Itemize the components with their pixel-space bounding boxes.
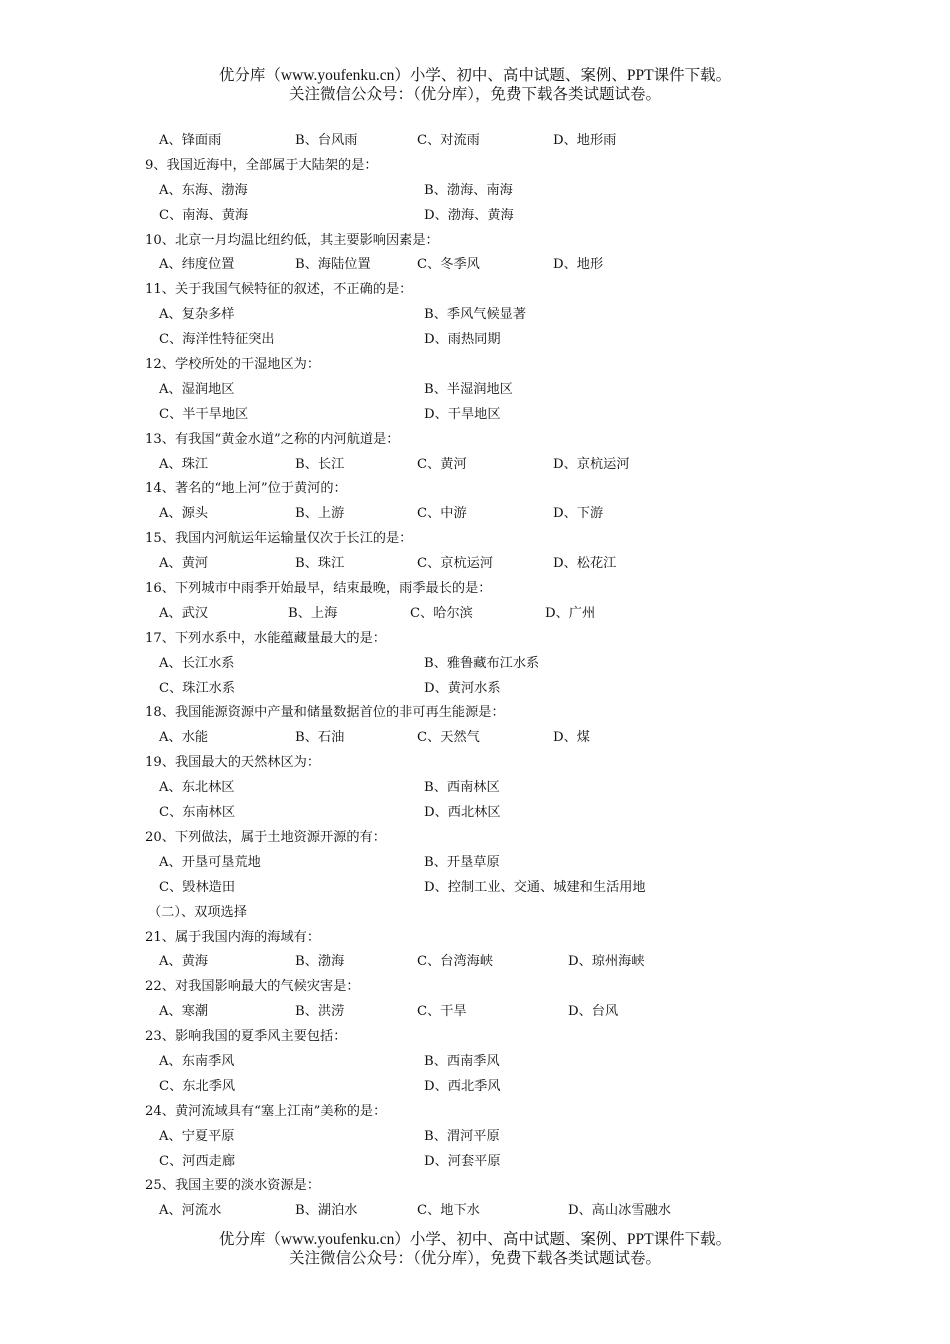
option-d: D、渤海、黄海 [424, 207, 514, 223]
question-9 [0, 150, 950, 175]
option-d: D、控制工业、交通、城建和生活用地 [424, 879, 646, 895]
option-d: D、西北林区 [424, 805, 501, 821]
option-a: A、寒潮 [159, 1004, 209, 1020]
question-text: 12、学校所处的干湿地区为： [145, 357, 321, 373]
q12-options-row2 [0, 399, 950, 424]
question-22 [0, 971, 950, 996]
option-d: D、西北季风 [424, 1078, 501, 1094]
option-d: D、高山冰雪融水 [568, 1203, 671, 1219]
option-a: A、河流水 [159, 1203, 222, 1219]
question-text: 18、我国能源资源中产量和储量数据首位的非可再生能源是： [145, 705, 505, 721]
question-15 [0, 523, 950, 548]
option-d: D、雨热同期 [424, 332, 501, 348]
option-d: D、广州 [545, 605, 596, 621]
option-c: C、南海、黄海 [159, 207, 249, 223]
question-10 [0, 225, 950, 250]
question-20 [0, 822, 950, 847]
question-text: 21、属于我国内海的海域有： [145, 929, 321, 945]
option-c: C、地下水 [417, 1203, 480, 1219]
option-b: B、雅鲁藏布江水系 [424, 655, 540, 671]
option-c: C、台湾海峡 [417, 954, 494, 970]
question-text: 16、下列城市中雨季开始最早，结束最晚，雨季最长的是： [145, 581, 492, 597]
question-text: 13、有我国“黄金水道”之称的内河航道是： [145, 431, 400, 447]
q23-options-row1 [0, 1046, 950, 1071]
option-c: C、中游 [417, 506, 467, 522]
question-19 [0, 747, 950, 772]
question-21 [0, 922, 950, 947]
footer-line-2: 关注微信公众号：（优分库），免费下载各类试题试卷。 [288, 1250, 661, 1267]
option-a: A、黄河 [159, 556, 209, 572]
section-title: （二）、双项选择 [148, 904, 247, 920]
q20-options-row2 [0, 872, 950, 897]
question-text: 17、下列水系中，水能蕴藏量最大的是： [145, 630, 386, 646]
option-d: D、下游 [553, 506, 604, 522]
question-text: 25、我国主要的淡水资源是： [145, 1178, 321, 1194]
question-13 [0, 424, 950, 449]
q15-options [0, 548, 950, 573]
q14-options [0, 498, 950, 523]
option-b: B、台风雨 [295, 133, 358, 148]
header-line-2: 关注微信公众号：（优分库），免费下载各类试题试卷。 [288, 86, 661, 103]
question-text: 11、关于我国气候特征的叙述，不正确的是： [145, 282, 413, 298]
question-text: 15、我国内河航运年运输量仅次于长江的是： [145, 531, 413, 547]
option-a: A、宁夏平原 [159, 1128, 235, 1144]
q21-options [0, 946, 950, 971]
option-b: B、渤海、南海 [424, 182, 513, 198]
option-b: B、上游 [295, 506, 345, 522]
q10-options [0, 249, 950, 274]
question-16 [0, 573, 950, 598]
option-b: B、西南季风 [424, 1053, 500, 1069]
question-text: 10、北京一月均温比纽约低，其主要影响因素是： [145, 232, 439, 248]
q24-options-row1 [0, 1121, 950, 1146]
option-a: A、纬度位置 [159, 257, 235, 273]
question-25 [0, 1170, 950, 1195]
option-a: A、东南季风 [159, 1053, 235, 1069]
question-text: 20、下列做法，属于土地资源开源的有： [145, 829, 386, 845]
q13-options [0, 449, 950, 474]
question-23 [0, 1021, 950, 1046]
option-d: D、台风 [568, 1004, 619, 1020]
q9-options-row2 [0, 200, 950, 225]
option-c: C、京杭运河 [417, 556, 494, 572]
option-a: A、源头 [159, 506, 209, 522]
option-a: A、黄海 [159, 954, 209, 970]
option-b: B、珠江 [295, 556, 345, 572]
option-c: C、天然气 [417, 730, 480, 746]
question-17 [0, 623, 950, 648]
page-header [0, 66, 950, 104]
page-footer [0, 1230, 950, 1268]
question-11 [0, 274, 950, 299]
option-d: D、地形雨 [553, 133, 617, 148]
option-a: A、长江水系 [159, 655, 235, 671]
option-b: B、渭河平原 [424, 1128, 500, 1144]
option-c: C、对流雨 [417, 133, 480, 148]
question-text: 14、著名的“地上河”位于黄河的： [145, 481, 347, 497]
option-a: A、开垦可垦荒地 [159, 854, 261, 870]
option-c: C、干旱 [417, 1004, 467, 1020]
option-d: D、琼州海峡 [568, 954, 645, 970]
option-c: C、黄河 [417, 456, 467, 472]
q20-options-row1 [0, 847, 950, 872]
option-b: B、长江 [295, 456, 345, 472]
option-b: B、开垦草原 [424, 854, 500, 870]
question-24 [0, 1096, 950, 1121]
option-c: C、半干旱地区 [159, 406, 249, 422]
q22-options [0, 996, 950, 1021]
question-text: 24、黄河流域具有“塞上江南”美称的是： [145, 1103, 387, 1119]
option-d: D、河套平原 [424, 1153, 501, 1169]
q25-options [0, 1195, 950, 1220]
option-b: B、海陆位置 [295, 257, 371, 273]
header-line-1: 优分库（www.youfenku.cn）小学、初中、高中试题、案例、PPT课件下载。 [218, 67, 732, 84]
option-b: B、西南林区 [424, 780, 500, 796]
option-a: A、珠江 [159, 456, 209, 472]
q12-options-row1 [0, 374, 950, 399]
question-text: 23、影响我国的夏季风主要包括： [145, 1029, 347, 1045]
q19-options-row2 [0, 797, 950, 822]
question-text: 22、对我国影响最大的气候灾害是： [145, 979, 360, 995]
option-d: D、黄河水系 [424, 680, 501, 696]
option-b: B、石油 [295, 730, 345, 746]
option-a: A、水能 [159, 730, 209, 746]
option-b: B、半湿润地区 [424, 381, 513, 397]
q9-options-row1 [0, 175, 950, 200]
option-a: A、武汉 [159, 605, 209, 621]
option-b: B、湖泊水 [295, 1203, 358, 1219]
question-18 [0, 697, 950, 722]
option-c: C、东南林区 [159, 805, 236, 821]
option-a: A、东海、渤海 [159, 182, 248, 198]
question-14 [0, 473, 950, 498]
option-d: D、京杭运河 [553, 456, 630, 472]
q17-options-row2 [0, 673, 950, 698]
q8-options [0, 125, 950, 150]
option-b: B、上海 [288, 605, 338, 621]
option-a: A、湿润地区 [159, 381, 235, 397]
option-c: C、海洋性特征突出 [159, 332, 275, 348]
q19-options-row1 [0, 772, 950, 797]
q23-options-row2 [0, 1071, 950, 1096]
q17-options-row1 [0, 648, 950, 673]
q18-options [0, 722, 950, 747]
question-text: 9、我国近海中，全部属于大陆架的是： [145, 157, 378, 173]
option-b: B、季风气候显著 [424, 307, 527, 323]
option-d: D、松花江 [553, 556, 617, 572]
option-d: D、干旱地区 [424, 406, 501, 422]
option-c: C、珠江水系 [159, 680, 236, 696]
option-c: C、哈尔滨 [410, 605, 473, 621]
option-c: C、毁林造田 [159, 879, 236, 895]
option-c: C、河西走廊 [159, 1153, 236, 1169]
option-a: A、东北林区 [159, 780, 235, 796]
q24-options-row2 [0, 1146, 950, 1171]
option-d: D、地形 [553, 257, 604, 273]
q11-options-row1 [0, 299, 950, 324]
option-a: A、复杂多样 [159, 307, 235, 323]
option-b: B、渤海 [295, 954, 345, 970]
option-b: B、洪涝 [295, 1004, 345, 1020]
section-heading [0, 897, 950, 922]
option-c: C、东北季风 [159, 1078, 236, 1094]
footer-line-1: 优分库（www.youfenku.cn）小学、初中、高中试题、案例、PPT课件下载。 [218, 1231, 732, 1248]
question-12 [0, 349, 950, 374]
option-a: A、锋面雨 [159, 133, 222, 148]
q16-options [0, 598, 950, 623]
question-text: 19、我国最大的天然林区为： [145, 755, 321, 771]
option-c: C、冬季风 [417, 257, 480, 273]
q11-options-row2 [0, 324, 950, 349]
question-list [0, 125, 950, 1220]
option-d: D、煤 [553, 730, 590, 746]
